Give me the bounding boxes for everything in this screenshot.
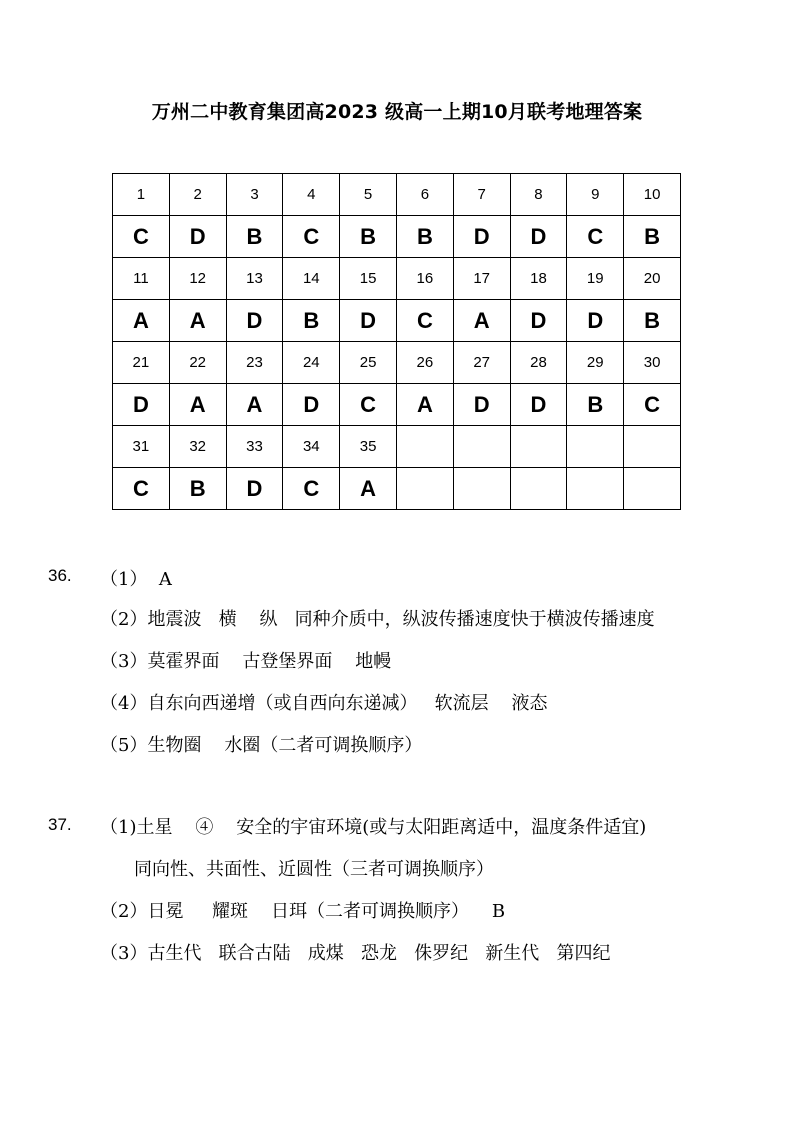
question-number-cell: 32 xyxy=(169,426,226,468)
answer-cell: D xyxy=(113,384,170,426)
question-number-cell: 8 xyxy=(510,174,567,216)
answer-cell: A xyxy=(113,300,170,342)
answer-cell: C xyxy=(567,216,624,258)
answer-cell xyxy=(453,468,510,510)
question-number-cell: 2 xyxy=(169,174,226,216)
answer-cell: C xyxy=(624,384,681,426)
answer-row xyxy=(113,384,681,426)
question-number-cell: 9 xyxy=(567,174,624,216)
answer-cell: D xyxy=(453,216,510,258)
q36-line-5: （5）生物圈 水圈（二者可调换顺序） xyxy=(100,735,423,756)
question-number-cell xyxy=(567,426,624,468)
question-number-row xyxy=(113,342,681,384)
answer-cell: A xyxy=(226,384,283,426)
question-number-cell xyxy=(396,426,453,468)
answer-cell: C xyxy=(113,468,170,510)
question-number-cell: 31 xyxy=(113,426,170,468)
answer-cell: B xyxy=(567,384,624,426)
answer-cell: A xyxy=(340,468,397,510)
answer-cell: D xyxy=(283,384,340,426)
answer-cell: D xyxy=(226,468,283,510)
answer-cell: B xyxy=(396,216,453,258)
answer-row xyxy=(113,216,681,258)
q37-line-3: （2）日冕 耀斑 日珥（二者可调换顺序） B xyxy=(100,901,506,922)
answer-cell xyxy=(396,468,453,510)
q37-line-4: （3）古生代 联合古陆 成煤 恐龙 侏罗纪 新生代 第四纪 xyxy=(100,943,611,964)
q36-line-1: （1） A xyxy=(100,569,172,590)
answer-cell: D xyxy=(169,216,226,258)
answer-cell: C xyxy=(113,216,170,258)
question-number-cell: 33 xyxy=(226,426,283,468)
question-number-cell: 28 xyxy=(510,342,567,384)
answer-cell: C xyxy=(396,300,453,342)
question-number-cell: 5 xyxy=(340,174,397,216)
question-number-cell xyxy=(510,426,567,468)
answer-cell: B xyxy=(169,468,226,510)
question-number-cell: 14 xyxy=(283,258,340,300)
question-number-cell: 15 xyxy=(340,258,397,300)
question-number-cell: 13 xyxy=(226,258,283,300)
question-number-row xyxy=(113,174,681,216)
answer-cell: D xyxy=(453,384,510,426)
question-number-cell: 11 xyxy=(113,258,170,300)
question-number-cell: 35 xyxy=(340,426,397,468)
question-37-number: 37. xyxy=(48,815,72,834)
question-number-cell: 1 xyxy=(113,174,170,216)
answer-cell: B xyxy=(283,300,340,342)
question-36-number: 36. xyxy=(48,566,72,585)
answer-cell: D xyxy=(510,384,567,426)
q37-line-1: （1)土星 ④ 安全的宇宙环境(或与太阳距离适中，温度条件适宜) xyxy=(100,817,647,838)
question-number-cell: 30 xyxy=(624,342,681,384)
answer-row xyxy=(113,468,681,510)
question-number-cell: 26 xyxy=(396,342,453,384)
answer-cell: B xyxy=(226,216,283,258)
answer-row xyxy=(113,300,681,342)
question-number-row xyxy=(113,258,681,300)
question-number-cell: 12 xyxy=(169,258,226,300)
answer-cell: C xyxy=(340,384,397,426)
question-number-cell: 20 xyxy=(624,258,681,300)
answer-cell: D xyxy=(226,300,283,342)
question-number-cell xyxy=(624,426,681,468)
question-number-cell: 4 xyxy=(283,174,340,216)
question-number-cell: 3 xyxy=(226,174,283,216)
answer-cell: D xyxy=(510,300,567,342)
question-number-cell: 21 xyxy=(113,342,170,384)
question-number-row xyxy=(113,426,681,468)
question-number-cell: 22 xyxy=(169,342,226,384)
answer-cell: A xyxy=(453,300,510,342)
question-number-cell: 10 xyxy=(624,174,681,216)
question-number-cell: 34 xyxy=(283,426,340,468)
answer-cell: B xyxy=(340,216,397,258)
question-number-cell xyxy=(453,426,510,468)
answer-cell: A xyxy=(396,384,453,426)
answer-cell: C xyxy=(283,468,340,510)
answer-cell: D xyxy=(567,300,624,342)
question-number-cell: 24 xyxy=(283,342,340,384)
q37-line-2: 同向性、共面性、近圆性（三者可调换顺序） xyxy=(134,859,494,880)
answer-cell xyxy=(567,468,624,510)
question-number-cell: 7 xyxy=(453,174,510,216)
question-number-cell: 23 xyxy=(226,342,283,384)
page-title: 万州二中教育集团高2023 级高一上期10月联考地理答案 xyxy=(151,101,643,123)
question-number-cell: 18 xyxy=(510,258,567,300)
question-number-cell: 16 xyxy=(396,258,453,300)
q36-line-4: （4）自东向西递增（或自西向东递减） 软流层 液态 xyxy=(100,693,548,714)
question-number-cell: 29 xyxy=(567,342,624,384)
answer-cell: D xyxy=(340,300,397,342)
answer-cell xyxy=(510,468,567,510)
question-number-cell: 25 xyxy=(340,342,397,384)
answer-cell xyxy=(624,468,681,510)
question-number-cell: 19 xyxy=(567,258,624,300)
question-number-cell: 6 xyxy=(396,174,453,216)
question-number-cell: 17 xyxy=(453,258,510,300)
answer-cell: B xyxy=(624,216,681,258)
answer-cell: C xyxy=(283,216,340,258)
question-number-cell: 27 xyxy=(453,342,510,384)
answer-cell: A xyxy=(169,300,226,342)
answer-cell: B xyxy=(624,300,681,342)
answer-cell: A xyxy=(169,384,226,426)
q36-line-2: （2）地震波 横 纵 同种介质中，纵波传播速度快于横波传播速度 xyxy=(100,609,655,630)
answer-table xyxy=(112,173,681,510)
answer-cell: D xyxy=(510,216,567,258)
q36-line-3: （3）莫霍界面 古登堡界面 地幔 xyxy=(100,651,392,672)
